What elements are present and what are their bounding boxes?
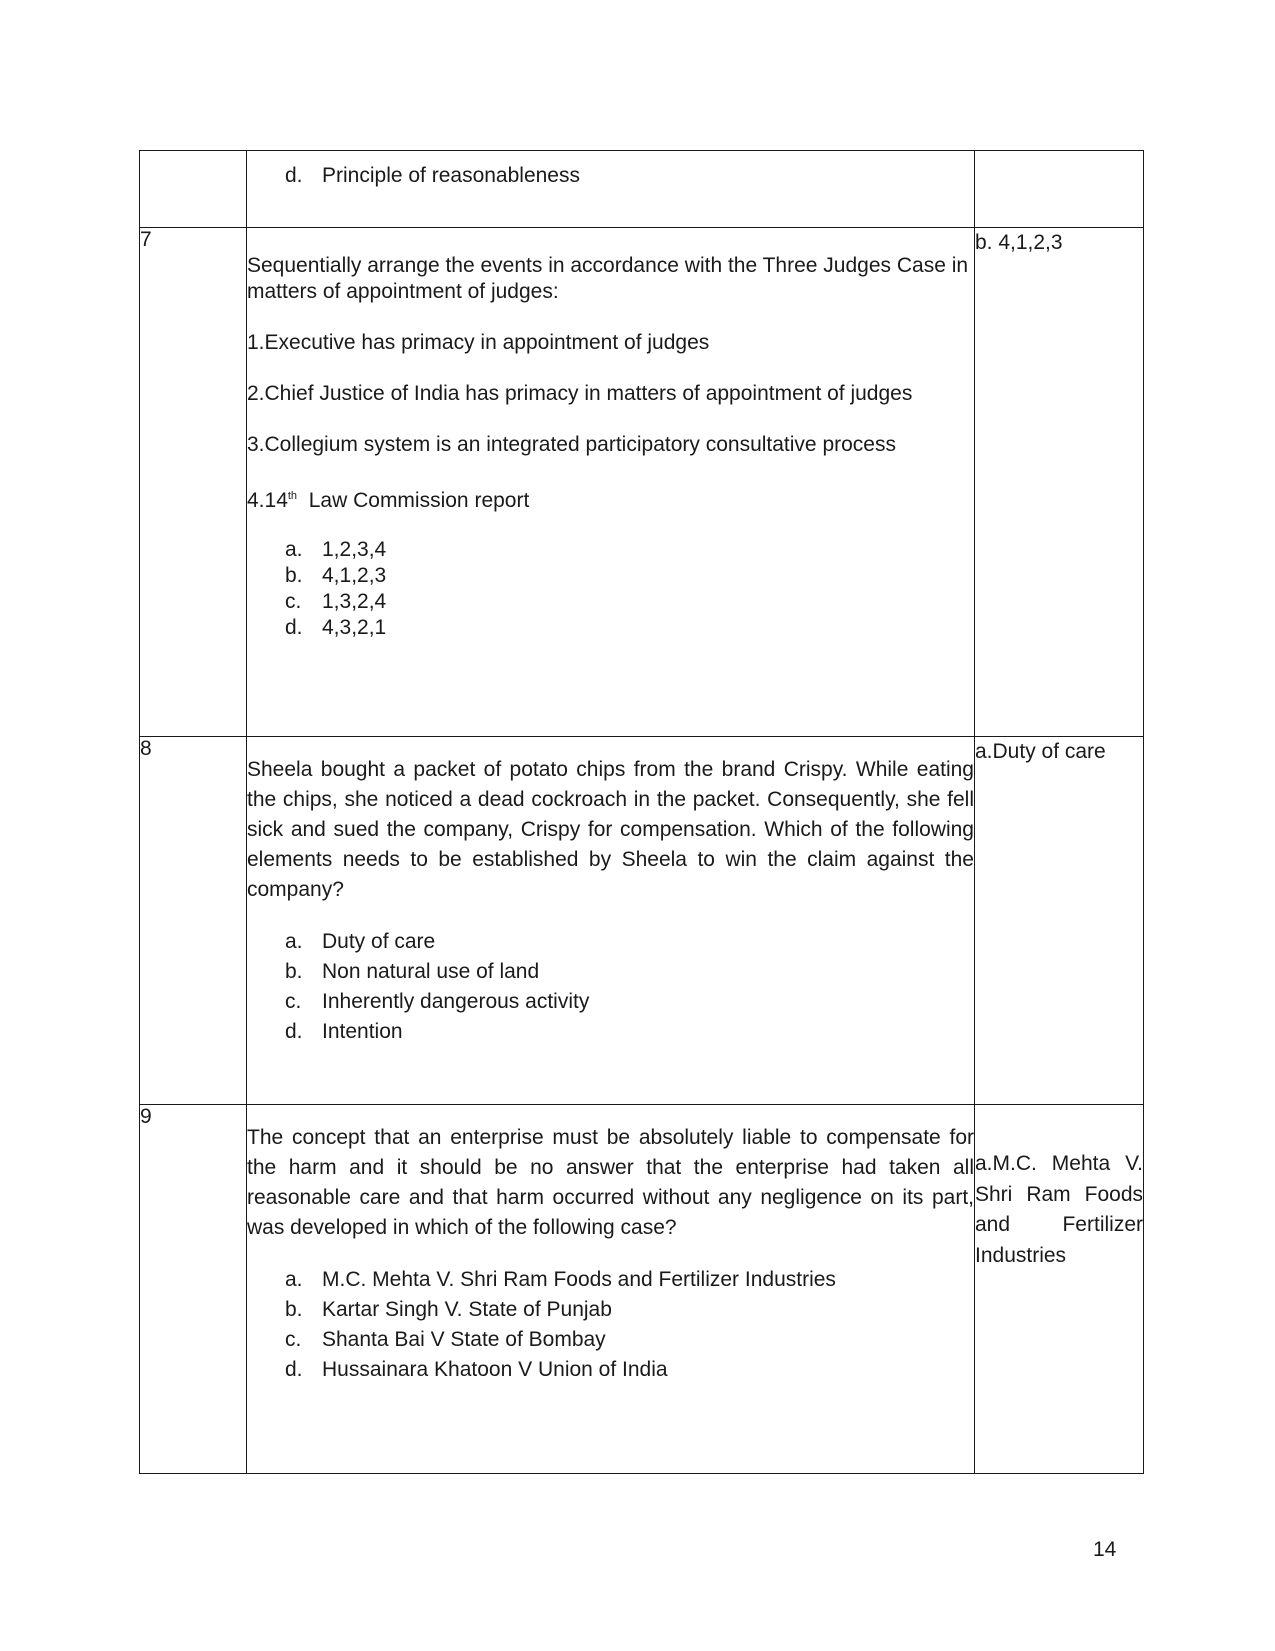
question-cell: [247, 737, 975, 1105]
question-stem: Sheela bought a packet of potato chips from the brand Crispy. While eating the chips, she noticed a dead cockroach in the packet. Consequently, she fell sick and sued the company, Crispy for compensation. Which of the following elements needs to be established by Sheela to win the claim against the company?: [247, 758, 974, 901]
list-item: [285, 563, 974, 589]
questions-table: [139, 150, 1144, 1474]
list-item: [285, 927, 974, 957]
page-number: 14: [1093, 1538, 1117, 1561]
option-letter: d.: [285, 164, 303, 187]
question-number: 7: [140, 228, 247, 737]
list-item: [285, 987, 974, 1017]
table-row: [140, 151, 1144, 228]
question-number-cell: [140, 151, 247, 228]
table-row: [140, 1105, 1144, 1474]
list-item: [285, 589, 974, 615]
list-item: [285, 957, 974, 987]
option-letter: b.: [285, 564, 303, 587]
option-text: Inherently dangerous activity: [322, 990, 590, 1013]
list-item: [285, 1017, 974, 1047]
statement-1: 1.Executive has primacy in appointment of judges: [247, 331, 710, 354]
option-text: M.C. Mehta V. Shri Ram Foods and Fertilizer Industries: [322, 1268, 836, 1291]
option-list: [247, 927, 974, 1047]
option-letter: a.: [285, 930, 303, 953]
question-number: 9: [140, 1105, 247, 1474]
option-text: Principle of reasonableness: [322, 164, 580, 187]
option-text: Shanta Bai V State of Bombay: [322, 1328, 606, 1351]
question-cell: [247, 1105, 975, 1474]
question-stem: Sequentially arrange the events in accordance with the Three Judges Case in matters of appointment of judges:: [247, 254, 969, 303]
option-text: Hussainara Khatoon V Union of India: [322, 1358, 668, 1381]
ordinal-suffix: th: [287, 490, 298, 502]
statement-4-prefix: 4.14: [247, 489, 288, 512]
table-row: [140, 737, 1144, 1105]
list-item: [285, 615, 974, 641]
option-text: Kartar Singh V. State of Punjab: [322, 1298, 612, 1321]
option-letter: d.: [285, 1358, 303, 1381]
option-letter: d.: [285, 616, 303, 639]
option-text: Intention: [322, 1020, 403, 1043]
answer-text: a.M.C. Mehta V. Shri Ram Foods and Fertilizer Industries: [975, 1105, 1144, 1474]
list-item: [285, 1265, 974, 1295]
statement-2: 2.Chief Justice of India has primacy in matters of appointment of judges: [247, 382, 913, 405]
option-text: 1,2,3,4: [322, 538, 387, 561]
table-row: [140, 228, 1144, 737]
question-number: 8: [140, 737, 247, 1105]
question-cell: [247, 151, 975, 228]
option-letter: c.: [285, 590, 302, 613]
option-letter: c.: [285, 990, 302, 1013]
option-letter: b.: [285, 960, 303, 983]
question-stem: The concept that an enterprise must be absolutely liable to compensate for the harm and it should be no answer that the enterprise had taken all reasonable care and that harm occurred without any negligence on its part, was developed in which of the following case?: [247, 1126, 974, 1239]
answer-text: b. 4,1,2,3: [975, 228, 1144, 737]
option-text: 4,3,2,1: [322, 616, 387, 639]
statement-4-text: Law Commission report: [308, 489, 530, 512]
option-letter: a.: [285, 1268, 303, 1291]
option-text: 1,3,2,4: [322, 590, 387, 613]
option-letter: d.: [285, 1020, 303, 1043]
list-item: [285, 1325, 974, 1355]
option-text: 4,1,2,3: [322, 564, 387, 587]
question-cell: [247, 228, 975, 737]
list-item: [285, 1295, 974, 1325]
statement-4: [247, 483, 974, 514]
answer-cell: [975, 151, 1144, 228]
option-list: [247, 161, 974, 191]
list-item: [285, 537, 974, 563]
list-item: [285, 1355, 974, 1385]
answer-text: a.Duty of care: [975, 737, 1144, 1105]
option-text: Duty of care: [322, 930, 436, 953]
option-list: [247, 537, 974, 641]
list-item: [285, 161, 974, 191]
option-letter: b.: [285, 1298, 303, 1321]
option-letter: c.: [285, 1328, 302, 1351]
option-list: [247, 1265, 974, 1385]
option-text: Non natural use of land: [322, 960, 540, 983]
statement-3: 3.Collegium system is an integrated participatory consultative process: [247, 433, 896, 456]
option-letter: a.: [285, 538, 303, 561]
